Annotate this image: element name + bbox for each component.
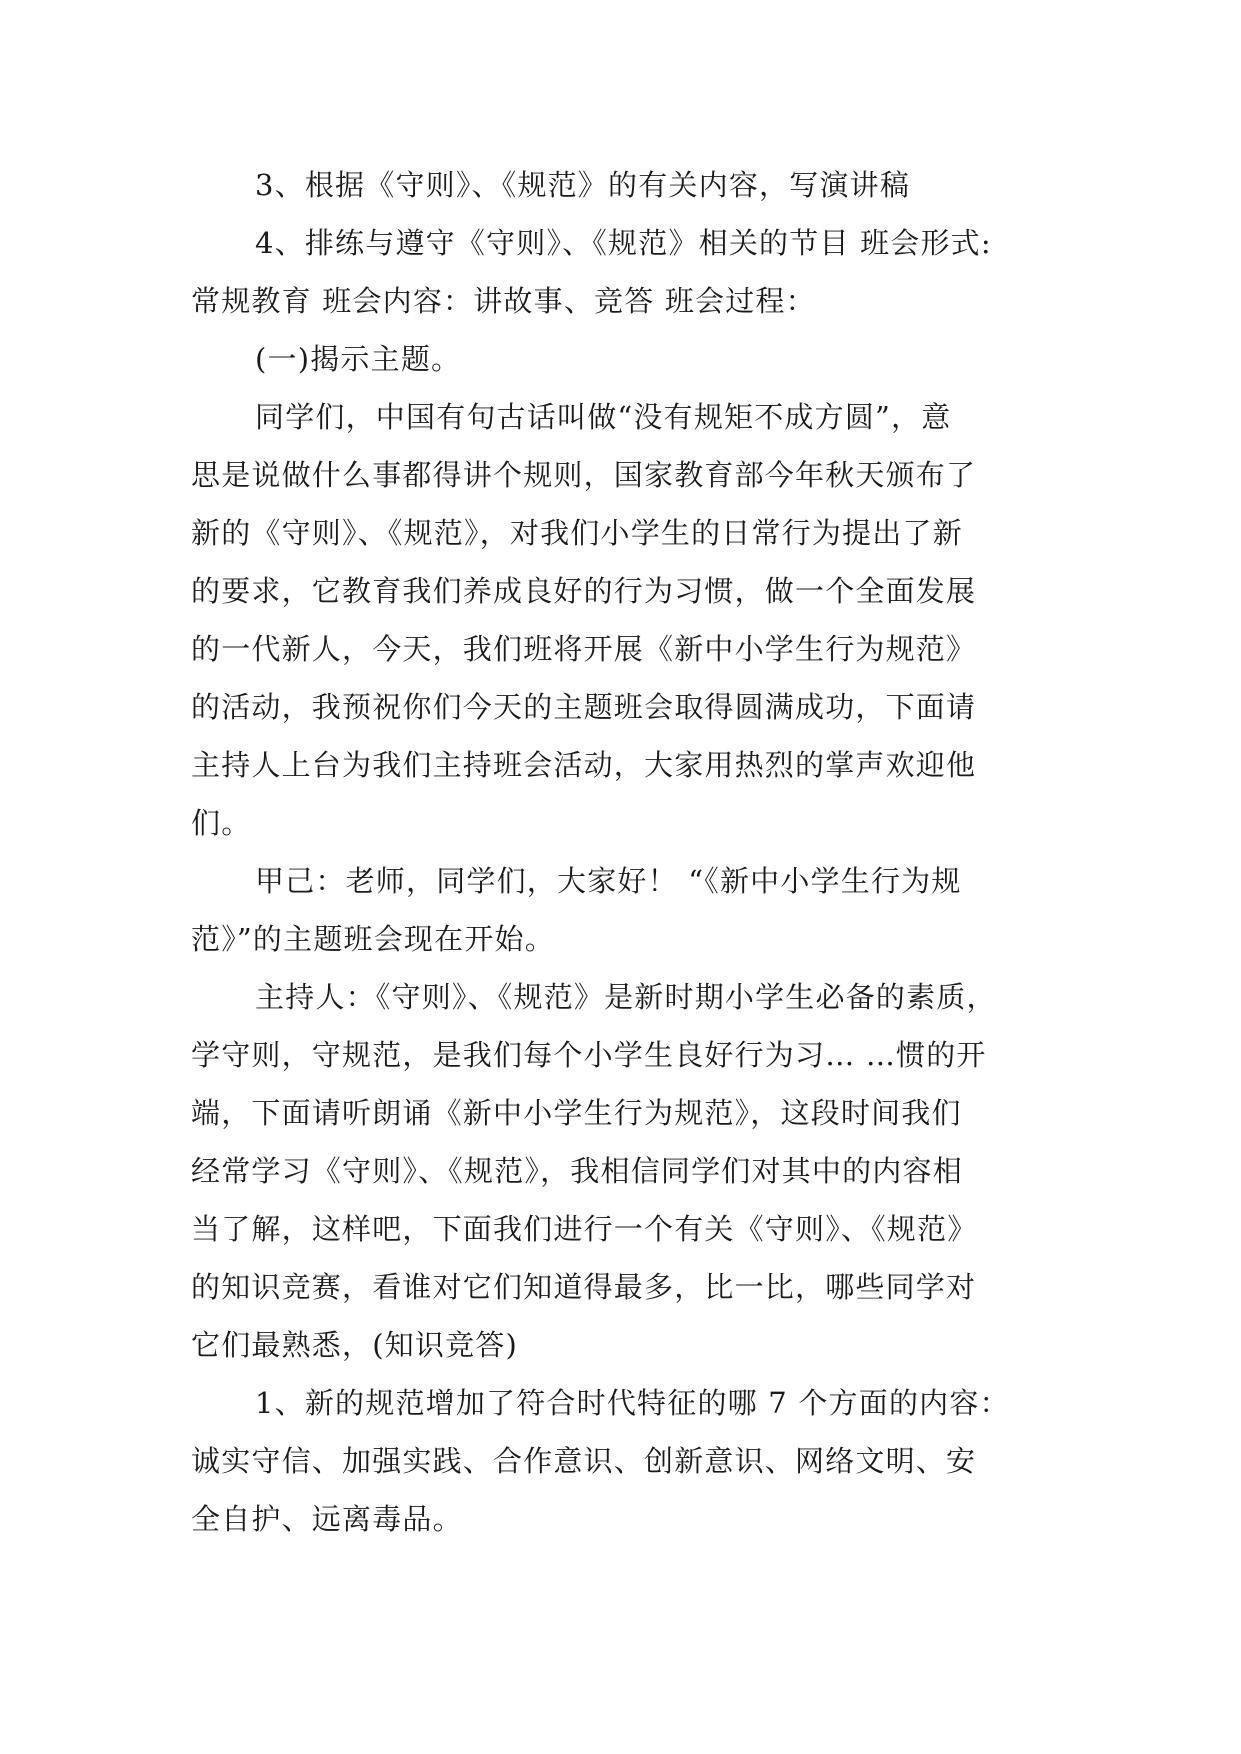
- text-line: 们。: [191, 806, 252, 840]
- text-line: 的一代新人，今天，我们班将开展《新中小学生行为规范》: [191, 632, 977, 666]
- text-line: 3、根据《守则》、《规范》的有关内容，写演讲稿: [255, 168, 911, 202]
- text-line: 4、排练与遵守《守则》、《规范》相关的节目 班会形式:: [255, 226, 992, 260]
- text-line: (一)揭示主题。: [255, 342, 462, 376]
- text-line: 诚实守信、加强实践、合作意识、创新意识、网络文明、安: [191, 1444, 977, 1478]
- text-line: 甲己：老师，同学们，大家好！ “《新中小学生行为规: [255, 864, 962, 898]
- text-line: 端，下面请听朗诵《新中小学生行为规范》，这段时间我们: [191, 1096, 962, 1130]
- text-line: 全自护、远离毒品。: [191, 1502, 463, 1536]
- paragraph-quiz-item-1: [191, 1374, 1071, 1548]
- document-body: [191, 156, 1071, 1548]
- text-line: 它们最熟悉，(知识竞答): [191, 1328, 519, 1362]
- paragraph-teacher-intro: [191, 388, 1071, 852]
- text-line: 新的《守则》、《规范》，对我们小学生的日常行为提出了新: [191, 516, 963, 550]
- text-line: 当了解，这样吧，下面我们进行一个有关《守则》、《规范》: [191, 1212, 978, 1246]
- text-line: 主持人上台为我们主持班会活动，大家用热烈的掌声欢迎他: [191, 748, 977, 782]
- text-line: 经常学习《守则》、《规范》，我相信同学们对其中的内容相: [191, 1154, 963, 1188]
- paragraph-host-opening: [191, 852, 1071, 968]
- paragraph-prep-item-4: [191, 214, 1071, 330]
- text-line: 同学们，中国有句古话叫做“没有规矩不成方圆”，意: [255, 400, 952, 434]
- text-line: 1、新的规范增加了符合时代特征的哪 7 个方面的内容：: [255, 1386, 1010, 1420]
- text-line: 的要求，它教育我们养成良好的行为习惯，做一个全面发展: [191, 574, 977, 608]
- text-line: 思是说做什么事都得讲个规则，国家教育部今年秋天颁布了: [191, 458, 977, 492]
- text-line: 常规教育 班会内容：讲故事、竞答 班会过程：: [191, 284, 816, 318]
- text-line: 的活动，我预祝你们今天的主题班会取得圆满成功，下面请: [191, 690, 977, 724]
- section-heading: [191, 330, 1071, 388]
- text-line: 的知识竞赛，看谁对它们知道得最多，比一比，哪些同学对: [191, 1270, 977, 1304]
- text-line: 主持人：《守则》、《规范》是新时期小学生必备的素质，: [255, 980, 997, 1014]
- paragraph-prep-item-3: [191, 156, 1071, 214]
- text-line: 学守则，守规范，是我们每个小学生良好行为习… …惯的开: [191, 1038, 987, 1072]
- paragraph-host-speech: [191, 968, 1071, 1374]
- text-line: 范》”的主题班会现在开始。: [191, 922, 555, 956]
